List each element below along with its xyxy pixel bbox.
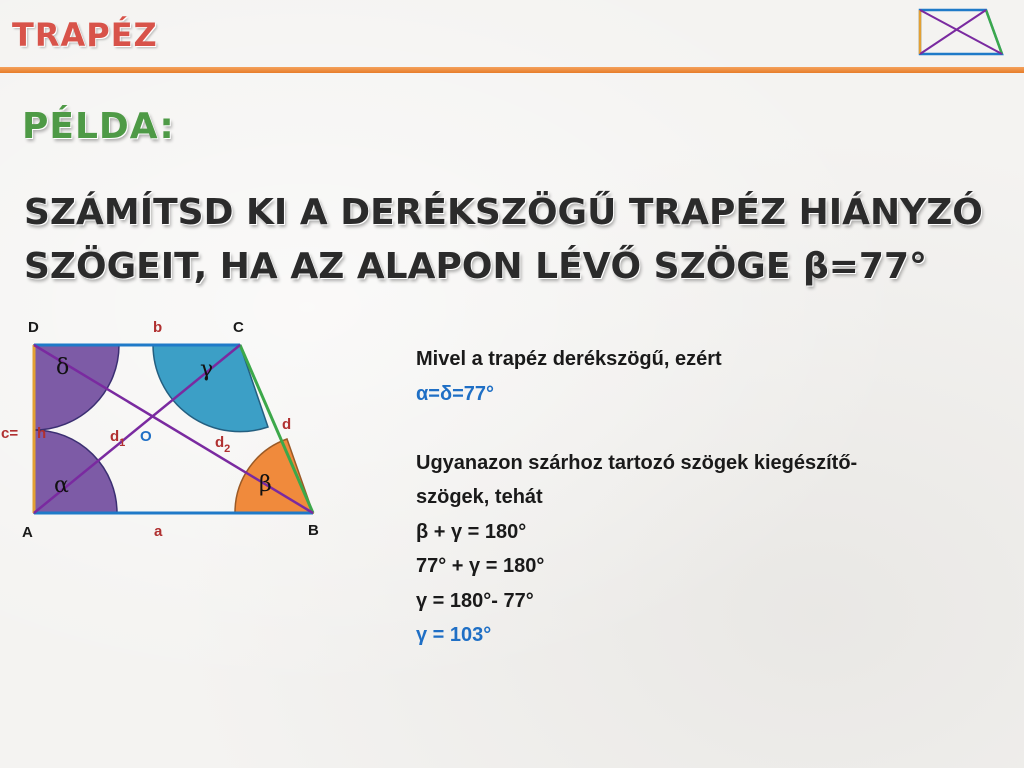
vertex-c-label: C xyxy=(233,319,244,336)
side-h-label: h xyxy=(37,425,47,442)
example-heading: PÉLDA: xyxy=(22,106,175,147)
solution-line-1: Mivel a trapéz derékszögű, ezért xyxy=(416,348,722,370)
angle-beta-sector xyxy=(235,439,313,513)
solution-line-3: Ugyanazon szárhoz tartozó szögek kiegészítő- xyxy=(416,451,858,474)
trapezoid-logo-icon xyxy=(912,6,1006,62)
side-c-label: c= xyxy=(1,425,19,442)
angle-gamma-label: γ xyxy=(200,357,214,382)
task-line-2: SZÖGEIT, HA AZ ALAPON LÉVŐ SZÖGE β=77° xyxy=(24,246,928,287)
solution-line-2: α=δ=77° xyxy=(416,382,495,405)
intersection-o-label: O xyxy=(140,428,152,445)
solution-spacer xyxy=(416,411,1016,446)
vertex-a-label: A xyxy=(22,524,33,541)
solution-text xyxy=(416,342,1016,653)
task-line-1: SZÁMÍTSD KI A DERÉKSZÖGŰ TRAPÉZ HIÁNYZÓ xyxy=(24,192,983,233)
diagonal-d1-label: $d_1$ xyxy=(110,428,126,449)
solution-result: γ = 103° xyxy=(416,624,492,646)
side-b-label: b xyxy=(153,319,163,336)
diagonal-d2-label: $d_2$ xyxy=(215,434,231,455)
side-d-label: d xyxy=(282,416,292,433)
angle-alpha-label: α xyxy=(54,473,69,498)
angle-beta-label: β xyxy=(259,472,272,497)
angle-delta-label: δ xyxy=(56,355,70,380)
header-divider xyxy=(0,67,1024,73)
vertex-b-label: B xyxy=(308,522,319,539)
task-statement xyxy=(24,186,1014,294)
side-a-label: a xyxy=(154,523,163,540)
solution-line-6: 77° + γ = 180° xyxy=(416,555,545,577)
solution-line-4: szögek, tehát xyxy=(416,486,543,508)
trapezoid-diagram xyxy=(0,310,360,550)
page-title: TRAPÉZ xyxy=(12,16,158,54)
solution-line-7: γ = 180°- 77° xyxy=(416,589,534,612)
solution-line-5: β + γ = 180° xyxy=(416,520,527,543)
angle-alpha-sector xyxy=(34,430,117,513)
vertex-d-label: D xyxy=(28,319,39,336)
